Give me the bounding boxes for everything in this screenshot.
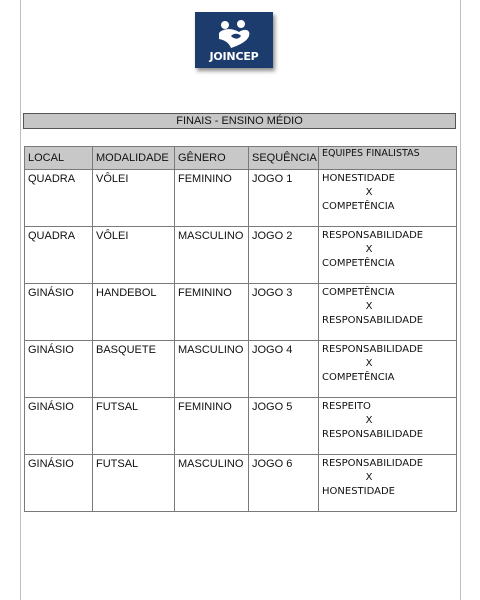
cell-equipes-finalistas	[319, 284, 457, 341]
team-2: COMPETÊNCIA	[322, 201, 395, 212]
cell-local: GINÁSIO	[25, 455, 93, 512]
team-1: RESPONSABILIDADE	[322, 458, 424, 469]
table-row	[25, 227, 457, 284]
page-border-right	[460, 0, 461, 600]
team-1: HONESTIDADE	[322, 173, 395, 184]
team-1: RESPEITO	[322, 401, 371, 412]
cell-genero: FEMININO	[175, 284, 249, 341]
table-row	[25, 455, 457, 512]
cell-genero: FEMININO	[175, 170, 249, 227]
cell-sequencia: JOGO 3	[249, 284, 319, 341]
table-row	[25, 398, 457, 455]
cell-sequencia: JOGO 2	[249, 227, 319, 284]
team-1: RESPONSABILIDADE	[322, 344, 424, 355]
cell-modalidade: FUTSAL	[93, 455, 175, 512]
page-border-left	[20, 0, 21, 600]
joincep-logo	[195, 12, 273, 68]
cell-modalidade: FUTSAL	[93, 398, 175, 455]
team-2: RESPONSABILIDADE	[322, 429, 424, 440]
cell-local: GINÁSIO	[25, 341, 93, 398]
header-sequencia: SEQUÊNCIA	[249, 147, 319, 170]
cell-local: QUADRA	[25, 227, 93, 284]
versus-mark: X	[365, 187, 373, 198]
cell-modalidade: HANDEBOL	[93, 284, 175, 341]
cell-sequencia: JOGO 4	[249, 341, 319, 398]
cell-modalidade: VÔLEI	[93, 170, 175, 227]
team-2: COMPETÊNCIA	[322, 258, 395, 269]
cell-equipes-finalistas	[319, 341, 457, 398]
page-title-banner: FINAIS - ENSINO MÉDIO	[23, 113, 456, 129]
logo-text: JOINCEP	[209, 50, 259, 63]
team-1: COMPETÊNCIA	[322, 287, 395, 298]
cell-equipes-finalistas	[319, 227, 457, 284]
cell-sequencia: JOGO 5	[249, 398, 319, 455]
table-row	[25, 341, 457, 398]
table-row	[25, 284, 457, 341]
team-2: HONESTIDADE	[322, 486, 395, 497]
header-local: LOCAL	[25, 147, 93, 170]
table-header-row	[25, 147, 457, 170]
cell-genero: MASCULINO	[175, 227, 249, 284]
finals-table	[24, 146, 457, 512]
cell-equipes-finalistas	[319, 398, 457, 455]
versus-mark: X	[365, 415, 373, 426]
cell-local: GINÁSIO	[25, 398, 93, 455]
cell-sequencia: JOGO 6	[249, 455, 319, 512]
team-2: COMPETÊNCIA	[322, 372, 395, 383]
versus-mark: X	[365, 301, 373, 312]
cell-sequencia: JOGO 1	[249, 170, 319, 227]
cell-genero: MASCULINO	[175, 455, 249, 512]
cell-local: QUADRA	[25, 170, 93, 227]
header-modalidade: MODALIDADE	[93, 147, 175, 170]
team-2: RESPONSABILIDADE	[322, 315, 424, 326]
cell-equipes-finalistas	[319, 455, 457, 512]
team-1: RESPONSABILIDADE	[322, 230, 424, 241]
cell-equipes-finalistas	[319, 170, 457, 227]
joincep-logo-mark-icon	[195, 16, 273, 50]
cell-genero: FEMININO	[175, 398, 249, 455]
cell-modalidade: VÔLEI	[93, 227, 175, 284]
versus-mark: X	[365, 358, 373, 369]
header-genero: GÊNERO	[175, 147, 249, 170]
versus-mark: X	[365, 244, 373, 255]
table-row	[25, 170, 457, 227]
header-equipes-finalistas: EQUIPES FINALISTAS	[319, 147, 457, 170]
cell-local: GINÁSIO	[25, 284, 93, 341]
versus-mark: X	[365, 472, 373, 483]
cell-genero: MASCULINO	[175, 341, 249, 398]
cell-modalidade: BASQUETE	[93, 341, 175, 398]
